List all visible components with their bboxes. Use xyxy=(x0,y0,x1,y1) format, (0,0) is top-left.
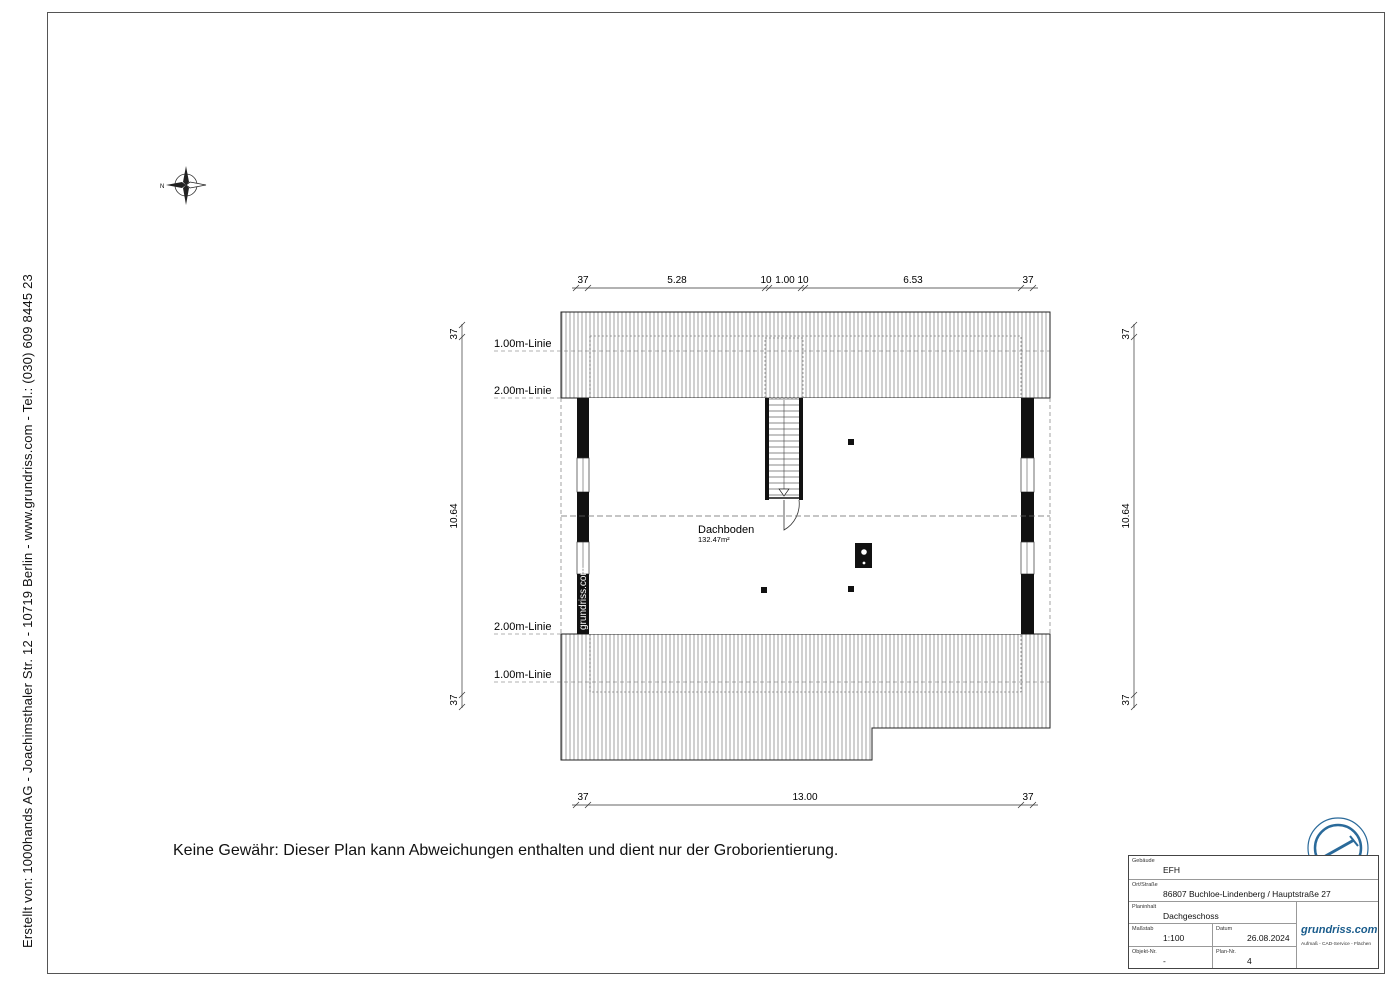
dim-top-7: 37 xyxy=(1022,275,1034,286)
compass-icon xyxy=(160,166,206,205)
dim-right-1: 37 xyxy=(1121,328,1132,340)
wall-left-2 xyxy=(577,492,589,542)
dim-bottom-1: 37 xyxy=(577,792,589,803)
line-label-bottom-2m: 2.00m-Linie xyxy=(494,621,552,633)
compass-label: N xyxy=(160,184,165,190)
dim-top-2: 5.28 xyxy=(667,275,687,286)
sidebar-credit-text: Erstellt von: 1000hands AG - Joachimsthaler Str. 12 - 10719 Berlin - www.grundriss.com - Tel.: (030) 609 8445 23 xyxy=(20,274,35,948)
tb-planinhalt-row xyxy=(1129,902,1297,924)
tb-ort-row xyxy=(1129,880,1378,902)
tb-logo xyxy=(1297,902,1379,968)
dim-top-1: 37 xyxy=(577,275,589,286)
tb-ort-value: 86807 Buchloe-Lindenberg / Hauptstraße 27 xyxy=(1163,889,1331,899)
dim-left-3: 37 xyxy=(449,694,460,706)
line-label-top-1m: 1.00m-Linie xyxy=(494,338,552,350)
dim-bottom-3: 37 xyxy=(1022,792,1034,803)
tb-planinhalt-label: Planinhalt xyxy=(1132,904,1157,910)
wall-left-1 xyxy=(577,398,589,458)
tb-datum-label: Datum xyxy=(1216,926,1233,932)
post-2 xyxy=(761,587,767,593)
tb-plan-nr-label: Plan-Nr. xyxy=(1216,949,1236,955)
watermark-text: grundriss.com xyxy=(578,567,589,630)
roof-area-top xyxy=(561,312,1050,398)
line-label-top-2m: 2.00m-Linie xyxy=(494,385,552,397)
wall-right-2 xyxy=(1021,492,1034,542)
wall-right-3 xyxy=(1021,574,1034,634)
dim-top-4: 1.00 xyxy=(775,275,795,286)
window-right-2 xyxy=(1021,542,1034,574)
dim-right-2: 10.64 xyxy=(1121,503,1132,529)
tb-datum-cell xyxy=(1213,924,1297,947)
tb-plan-nr-value: 4 xyxy=(1247,956,1252,966)
tb-plan-nr-cell xyxy=(1213,947,1297,968)
roof-area-bottom xyxy=(561,634,1050,760)
dim-top-6: 6.53 xyxy=(903,275,923,286)
tb-massstab-value: 1:100 xyxy=(1163,933,1185,943)
wall-right-1 xyxy=(1021,398,1034,458)
dim-left-1: 37 xyxy=(449,328,460,340)
tb-massstab-label: Maßstab xyxy=(1132,926,1154,932)
tb-massstab-cell xyxy=(1129,924,1213,947)
tb-ort-label: Ort/Straße xyxy=(1132,882,1158,888)
dim-left-2: 10.64 xyxy=(449,503,460,529)
tb-logo-subtitle: Aufmaß - CAD-Service - Flächen xyxy=(1301,942,1372,947)
post-3 xyxy=(848,586,854,592)
tb-gebaeude-value: EFH xyxy=(1163,865,1180,875)
tb-objekt-value: - xyxy=(1163,956,1166,966)
disclaimer-text: Keine Gewähr: Dieser Plan kann Abweichungen enthalten und dient nur der Groborientierung. xyxy=(173,842,839,859)
room-name: Dachboden xyxy=(698,524,755,536)
dim-top-5: 10 xyxy=(797,275,809,286)
tb-planinhalt-value: Dachgeschoss xyxy=(1163,911,1219,921)
dim-bottom-2: 13.00 xyxy=(792,792,818,803)
stair-wall-right xyxy=(799,398,803,500)
window-right-1 xyxy=(1021,458,1034,492)
dim-top-3: 10 xyxy=(760,275,772,286)
title-block xyxy=(1128,855,1379,969)
tb-gebaeude-row xyxy=(1129,856,1378,880)
tb-datum-value: 26.08.2024 xyxy=(1247,933,1290,943)
tb-objekt-cell xyxy=(1129,947,1213,968)
tb-logo-name: grundriss.com xyxy=(1301,924,1378,936)
stair-wall-left xyxy=(765,398,769,500)
tb-objekt-label: Objekt-Nr. xyxy=(1132,949,1157,955)
dim-right-3: 37 xyxy=(1121,694,1132,706)
tb-gebaeude-label: Gebäude xyxy=(1132,858,1155,864)
post-1 xyxy=(848,439,854,445)
line-label-bottom-1m: 1.00m-Linie xyxy=(494,669,552,681)
room-area: 132.47m² xyxy=(698,535,730,544)
